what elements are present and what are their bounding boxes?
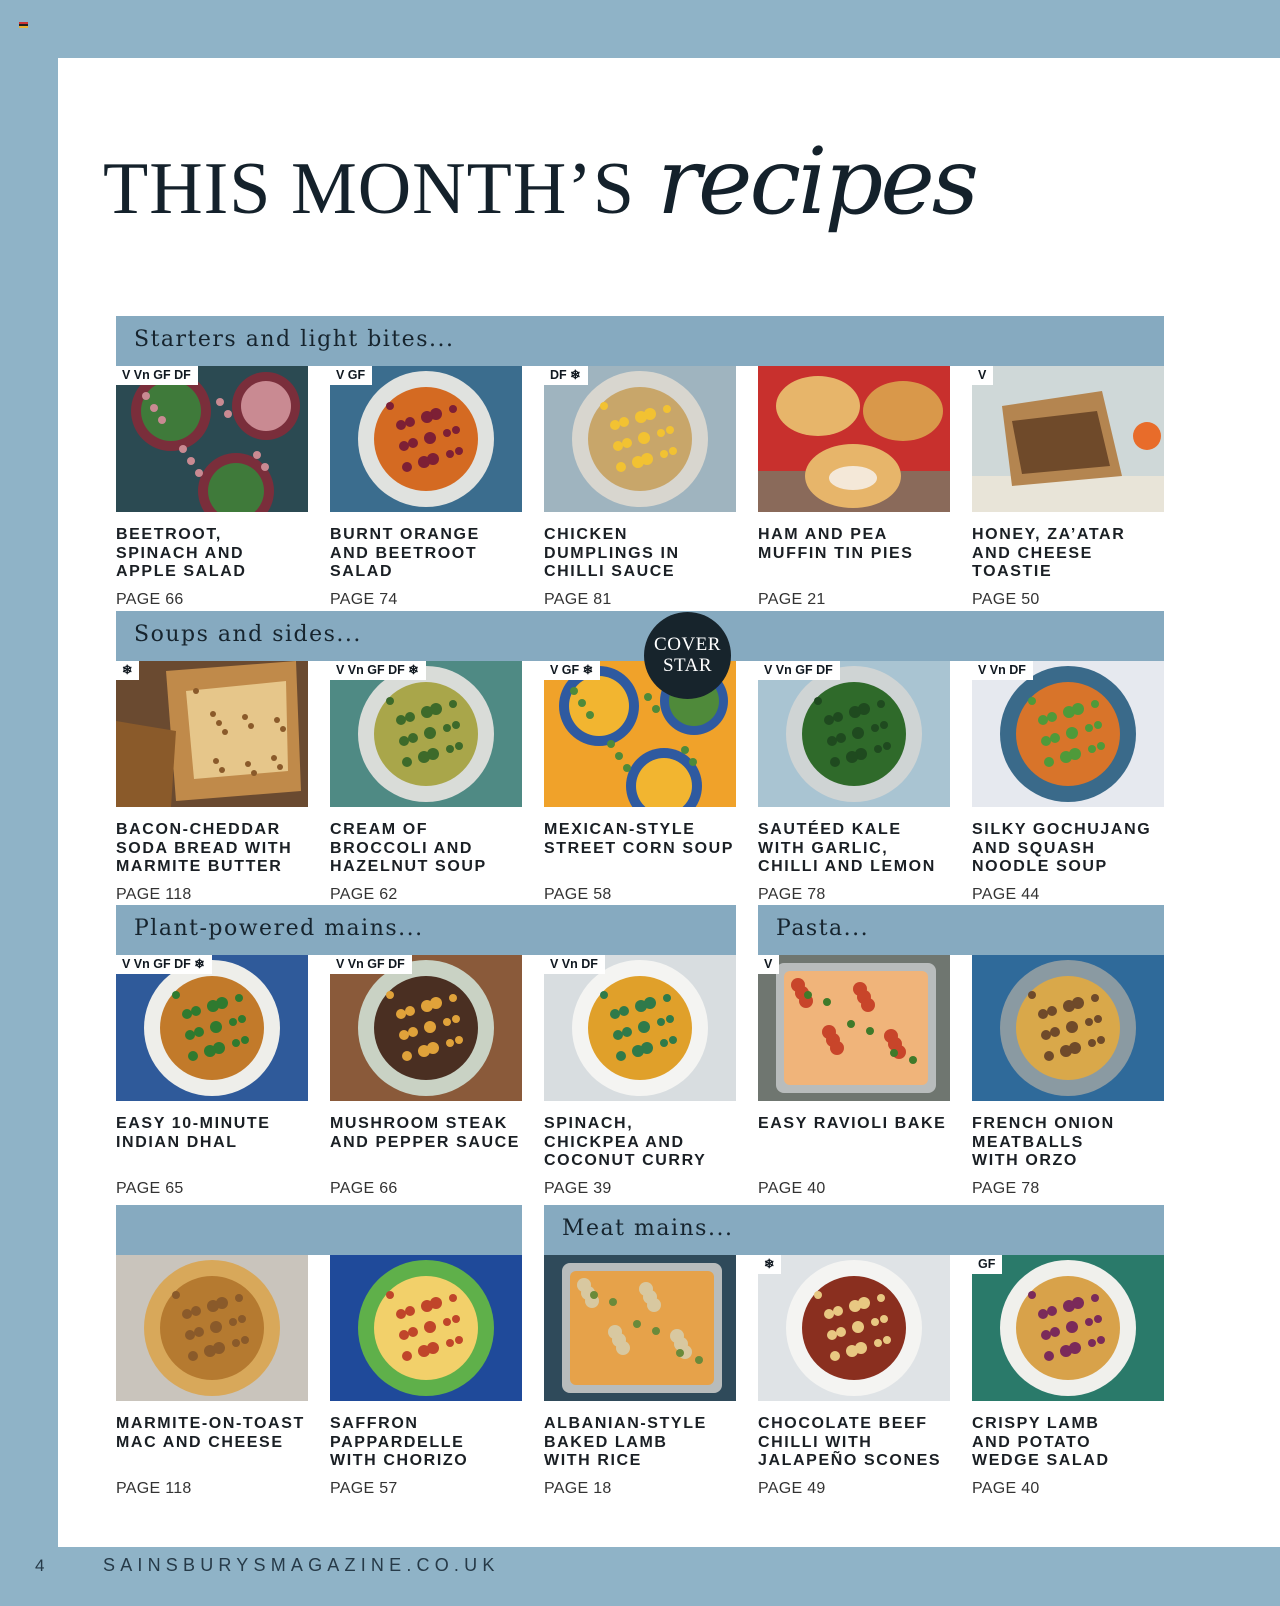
recipe-page-ref: PAGE 62 (330, 886, 398, 903)
recipe-photo (972, 955, 1164, 1101)
page-title (103, 128, 976, 248)
recipe-card (544, 955, 736, 1245)
flag-mark (19, 22, 28, 28)
recipe-photo (972, 661, 1164, 807)
recipe-card (972, 661, 1164, 951)
recipe-name: HAM AND PEA MUFFIN TIN PIES (758, 526, 914, 562)
recipe-page-ref: PAGE 40 (972, 1480, 1040, 1497)
dietary-tag: V Vn GF DF (330, 955, 412, 974)
recipe-name: SAUTÉED KALE WITH GARLIC, CHILLI AND LEMON (758, 821, 936, 875)
recipe-card (758, 366, 950, 656)
section-band-starters (116, 316, 1164, 366)
recipe-name: BEETROOT, SPINACH AND APPLE SALAD (116, 526, 247, 580)
recipe-card (758, 661, 950, 951)
recipe-card (116, 661, 308, 951)
recipe-page-ref: PAGE 39 (544, 1180, 612, 1197)
recipe-photo (116, 1255, 308, 1401)
recipe-card (330, 661, 522, 951)
recipe-page-ref: PAGE 57 (330, 1480, 398, 1497)
dietary-tag: V Vn DF (544, 955, 605, 974)
page-number: 4 (35, 1556, 45, 1575)
section-title-meat: Meat mains... (562, 1216, 734, 1241)
recipe-card (330, 955, 522, 1245)
section-title-plant: Plant-powered mains... (134, 916, 424, 941)
recipe-card (116, 955, 308, 1245)
recipe-name: MARMITE-ON-TOAST MAC AND CHEESE (116, 1415, 305, 1451)
recipe-page-ref: PAGE 81 (544, 591, 612, 608)
recipe-card (758, 955, 950, 1245)
recipe-page-ref: PAGE 78 (758, 886, 826, 903)
recipe-card (758, 1255, 950, 1545)
recipe-card (116, 1255, 308, 1545)
section-title-soups: Soups and sides... (134, 622, 362, 647)
recipe-card (544, 1255, 736, 1545)
recipe-photo (758, 366, 950, 512)
recipe-photo (116, 955, 308, 1101)
recipe-name: CHICKEN DUMPLINGS IN CHILLI SAUCE (544, 526, 680, 580)
dietary-tag: DF ❄ (544, 366, 588, 385)
recipe-photo (758, 1255, 950, 1401)
recipe-card (116, 366, 308, 656)
recipe-photo (972, 1255, 1164, 1401)
recipe-page-ref: PAGE 78 (972, 1180, 1040, 1197)
recipe-page-ref: PAGE 66 (116, 591, 184, 608)
recipe-photo (330, 661, 522, 807)
recipe-page-ref: PAGE 74 (330, 591, 398, 608)
recipe-name: EASY 10-MINUTE INDIAN DHAL (116, 1115, 271, 1151)
recipe-photo (544, 1255, 736, 1401)
recipe-name: BACON-CHEDDAR SODA BREAD WITH MARMITE BUTTER (116, 821, 293, 875)
recipe-page-ref: PAGE 18 (544, 1480, 612, 1497)
recipe-card (972, 955, 1164, 1245)
recipe-photo (330, 1255, 522, 1401)
recipe-name: EASY RAVIOLI BAKE (758, 1115, 947, 1132)
recipe-name: HONEY, ZA’ATAR AND CHEESE TOASTIE (972, 526, 1126, 580)
recipe-photo (116, 366, 308, 512)
recipe-card (330, 1255, 522, 1545)
recipe-name: FRENCH ONION MEATBALLS WITH ORZO (972, 1115, 1115, 1169)
recipe-page-ref: PAGE 66 (330, 1180, 398, 1197)
dietary-tag: V GF (330, 366, 372, 385)
recipe-card (544, 661, 736, 951)
footer-url: SAINSBURYSMAGAZINE.CO.UK (103, 1555, 500, 1575)
dietary-tag: V Vn GF DF ❄ (116, 955, 212, 974)
recipe-name: SILKY GOCHUJANG AND SQUASH NOODLE SOUP (972, 821, 1152, 875)
recipe-photo (544, 366, 736, 512)
cover-star-line2: STAR (662, 655, 713, 676)
dietary-tag: V GF ❄ (544, 661, 600, 680)
recipe-name: BURNT ORANGE AND BEETROOT SALAD (330, 526, 480, 580)
recipe-name: MUSHROOM STEAK AND PEPPER SAUCE (330, 1115, 521, 1151)
recipe-page-ref: PAGE 118 (116, 1480, 192, 1497)
page-title-main: THIS MONTH’S (103, 148, 636, 230)
recipe-photo (544, 955, 736, 1101)
recipe-page-ref: PAGE 21 (758, 591, 826, 608)
dietary-tag: V Vn GF DF (758, 661, 840, 680)
recipe-card (972, 1255, 1164, 1545)
recipe-card (544, 366, 736, 656)
recipe-page-ref: PAGE 118 (116, 886, 192, 903)
recipe-card (972, 366, 1164, 656)
recipe-name: CREAM OF BROCCOLI AND HAZELNUT SOUP (330, 821, 487, 875)
recipe-photo (330, 955, 522, 1101)
page-title-script: recipes (657, 128, 976, 235)
dietary-tag: ❄ (116, 661, 139, 680)
dietary-tag: ❄ (758, 1255, 781, 1274)
recipe-card (330, 366, 522, 656)
dietary-tag: GF (972, 1255, 1002, 1274)
recipe-name: CRISPY LAMB AND POTATO WEDGE SALAD (972, 1415, 1110, 1469)
recipe-name: ALBANIAN-STYLE BAKED LAMB WITH RICE (544, 1415, 707, 1469)
dietary-tag: V (758, 955, 779, 974)
recipe-page-ref: PAGE 58 (544, 886, 612, 903)
recipe-page-ref: PAGE 50 (972, 591, 1040, 608)
cover-star-line1: COVER (654, 634, 721, 655)
recipe-page-ref: PAGE 65 (116, 1180, 184, 1197)
recipe-page-ref: PAGE 44 (972, 886, 1040, 903)
recipe-photo (116, 661, 308, 807)
recipe-name: SPINACH, CHICKPEA AND COCONUT CURRY (544, 1115, 707, 1169)
recipe-page-ref: PAGE 49 (758, 1480, 826, 1497)
recipe-photo (758, 661, 950, 807)
recipe-name: CHOCOLATE BEEF CHILLI WITH JALAPEÑO SCONES (758, 1415, 942, 1469)
recipe-photo (330, 366, 522, 512)
dietary-tag: V (972, 366, 993, 385)
cover-star-badge (644, 612, 731, 699)
section-title-starters: Starters and light bites... (134, 327, 455, 352)
recipe-photo (972, 366, 1164, 512)
dietary-tag: V Vn GF DF ❄ (330, 661, 426, 680)
dietary-tag: V Vn GF DF (116, 366, 198, 385)
recipe-name: SAFFRON PAPPARDELLE WITH CHORIZO (330, 1415, 469, 1469)
section-title-pasta: Pasta... (776, 916, 870, 941)
recipe-photo (758, 955, 950, 1101)
recipe-page-ref: PAGE 40 (758, 1180, 826, 1197)
dietary-tag: V Vn DF (972, 661, 1033, 680)
recipe-name: MEXICAN-STYLE STREET CORN SOUP (544, 821, 735, 857)
